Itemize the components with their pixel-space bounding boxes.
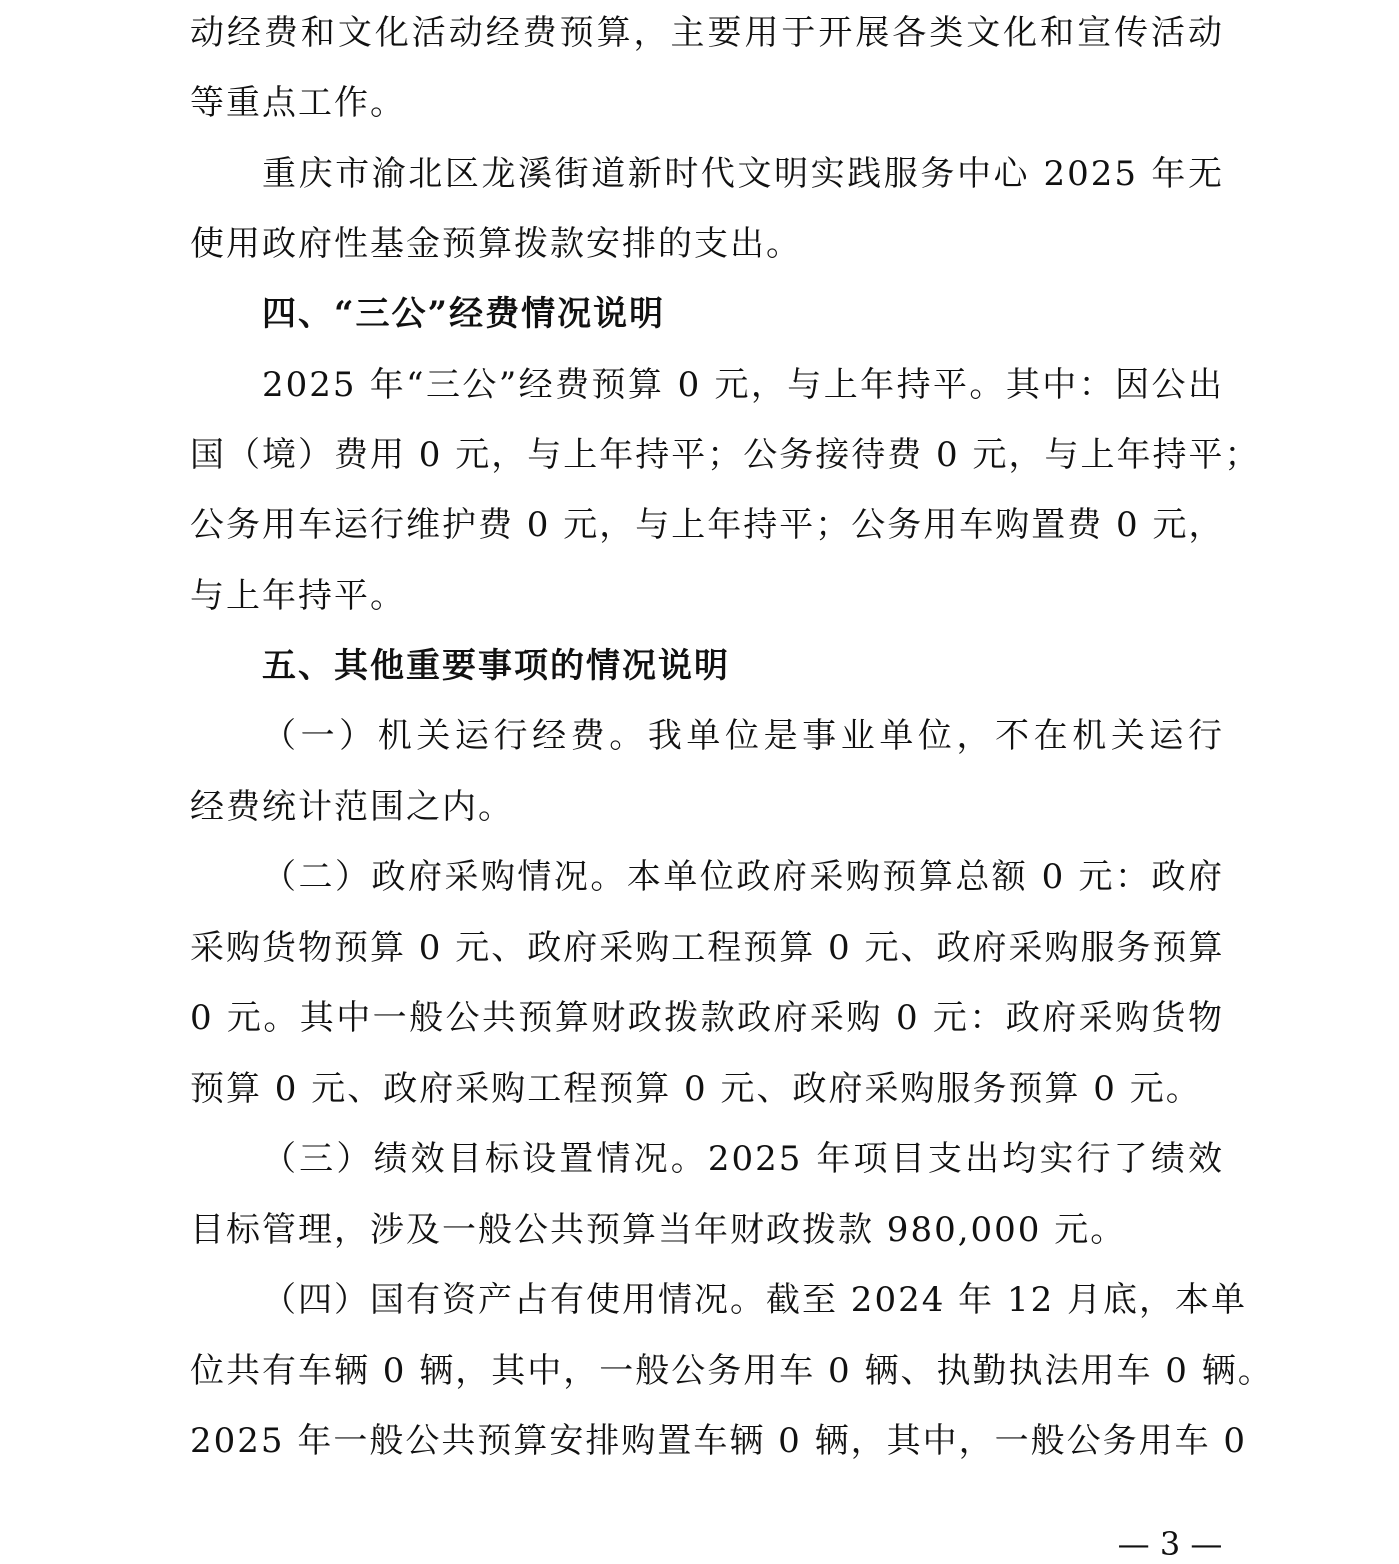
section-heading-five: 五、其他重要事项的情况说明: [262, 646, 730, 686]
body-line-6: 2025 年“三公”经费预算 0 元，与上年持平。其中：因公出: [262, 365, 1224, 405]
body-line-21: 2025 年一般公共预算安排购置车辆 0 辆，其中，一般公务用车 0: [190, 1421, 1248, 1461]
page-number: — 3 —: [1117, 1525, 1223, 1563]
body-line-9: 与上年持平。: [190, 576, 406, 616]
body-line-14: 采购货物预算 0 元、政府采购工程预算 0 元、政府采购服务预算: [190, 928, 1225, 968]
body-line-8: 公务用车运行维护费 0 元，与上年持平；公务用车购置费 0 元，: [190, 505, 1225, 545]
section-heading-four: 四、“三公”经费情况说明: [262, 294, 666, 334]
body-line-16: 预算 0 元、政府采购工程预算 0 元、政府采购服务预算 0 元。: [190, 1069, 1202, 1109]
body-line-17: （三）绩效目标设置情况。2025 年项目支出均实行了绩效: [262, 1139, 1224, 1179]
body-line-4: 使用政府性基金预算拨款安排的支出。: [190, 224, 802, 264]
body-line-15: 0 元。其中一般公共预算财政拨款政府采购 0 元：政府采购货物: [190, 998, 1224, 1038]
body-line-11: （一）机关运行经费。我单位是事业单位，不在机关运行: [262, 716, 1224, 756]
body-line-20: 位共有车辆 0 辆，其中，一般公务用车 0 辆、执勤执法用车 0 辆。: [190, 1351, 1274, 1391]
body-line-3: 重庆市渝北区龙溪街道新时代文明实践服务中心 2025 年无: [262, 154, 1224, 194]
body-line-12: 经费统计范围之内。: [190, 787, 514, 827]
body-line-19: （四）国有资产占有使用情况。截至 2024 年 12 月底，本单: [262, 1280, 1248, 1320]
body-line-7: 国（境）费用 0 元，与上年持平；公务接待费 0 元，与上年持平；: [190, 435, 1261, 475]
body-line-13: （二）政府采购情况。本单位政府采购预算总额 0 元：政府: [262, 857, 1224, 897]
body-line-2: 等重点工作。: [190, 83, 406, 123]
body-line-18: 目标管理，涉及一般公共预算当年财政拨款 980,000 元。: [190, 1210, 1127, 1250]
body-line-1: 动经费和文化活动经费预算，主要用于开展各类文化和宣传活动: [190, 13, 1224, 53]
